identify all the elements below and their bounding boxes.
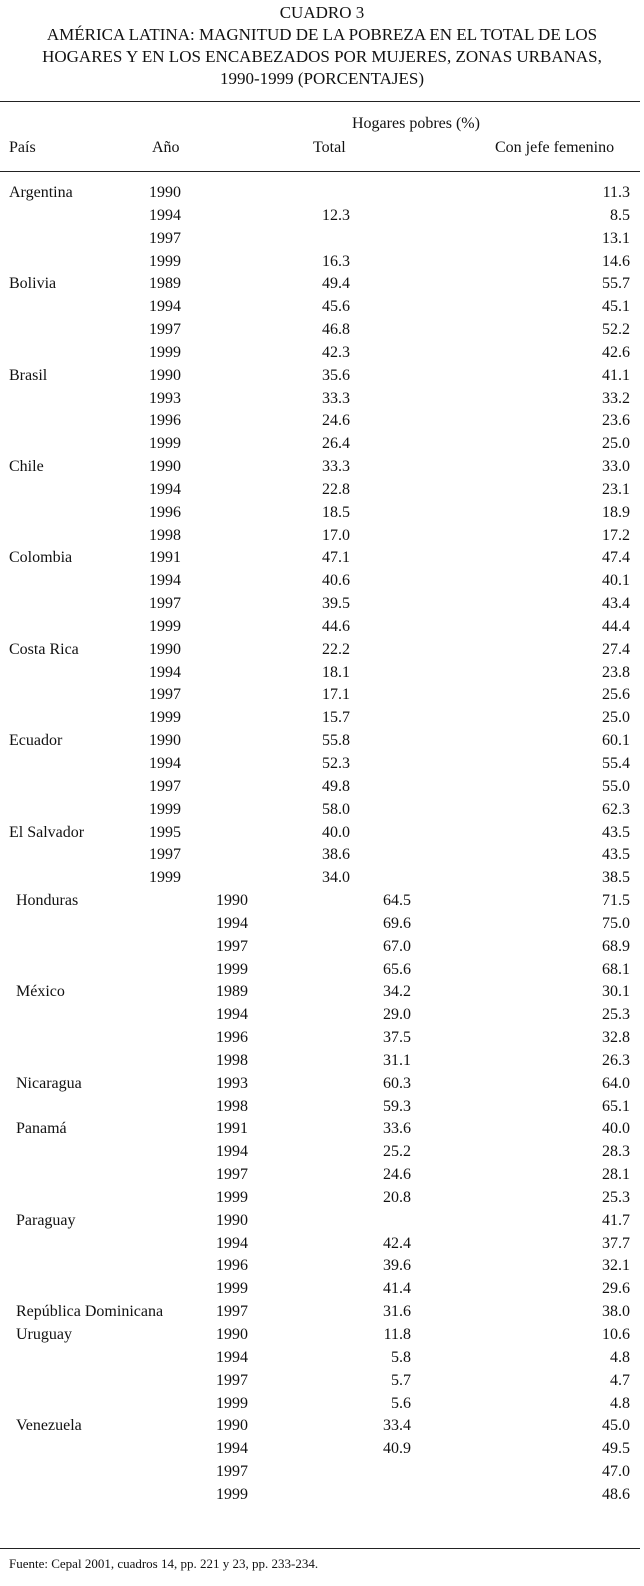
female-head-cell: 75.0 bbox=[602, 914, 630, 932]
year-cell: 1999 bbox=[216, 1280, 248, 1298]
female-head-cell: 30.1 bbox=[602, 983, 630, 1001]
table-row bbox=[0, 843, 644, 866]
total-cell: 40.6 bbox=[322, 572, 350, 590]
year-cell: 1997 bbox=[216, 1303, 248, 1321]
total-cell: 67.0 bbox=[383, 937, 411, 955]
table-row bbox=[0, 866, 644, 889]
year-cell: 1997 bbox=[149, 846, 181, 864]
female-head-cell: 52.2 bbox=[602, 321, 630, 339]
country-cell: Ecuador bbox=[9, 732, 63, 750]
table-row bbox=[0, 958, 644, 981]
table-row bbox=[0, 775, 644, 798]
table-row bbox=[0, 729, 644, 752]
year-cell: 1999 bbox=[149, 617, 181, 635]
year-cell: 1991 bbox=[216, 1120, 248, 1138]
female-head-cell: 45.0 bbox=[602, 1417, 630, 1435]
total-cell: 26.4 bbox=[322, 435, 350, 453]
year-cell: 1999 bbox=[149, 252, 181, 270]
female-head-cell: 55.4 bbox=[602, 755, 630, 772]
year-cell: 1994 bbox=[149, 572, 181, 590]
total-cell: 37.5 bbox=[383, 1029, 411, 1047]
table-row bbox=[0, 1095, 644, 1118]
table-row bbox=[0, 1232, 644, 1255]
header-year: Año bbox=[152, 139, 180, 156]
total-cell: 33.3 bbox=[322, 458, 350, 476]
female-head-cell: 44.4 bbox=[602, 617, 630, 635]
total-cell: 49.8 bbox=[322, 777, 350, 795]
total-cell: 40.9 bbox=[383, 1440, 411, 1458]
total-cell: 64.5 bbox=[383, 892, 411, 910]
female-head-cell: 23.1 bbox=[602, 480, 630, 498]
total-cell: 45.6 bbox=[322, 298, 350, 316]
table-row bbox=[0, 341, 644, 364]
header-female-head: Con jefe femenino bbox=[495, 139, 615, 156]
year-cell: 1994 bbox=[149, 298, 181, 316]
table-row bbox=[0, 524, 644, 547]
table-row bbox=[0, 683, 644, 706]
total-cell: 34.2 bbox=[383, 983, 411, 1001]
female-head-cell: 37.7 bbox=[602, 1234, 630, 1252]
year-cell: 1994 bbox=[149, 206, 181, 224]
female-head-cell: 25.0 bbox=[602, 709, 630, 727]
table-row bbox=[0, 455, 644, 478]
female-head-cell: 60.1 bbox=[602, 732, 630, 750]
total-cell: 59.3 bbox=[383, 1097, 411, 1115]
year-cell: 1997 bbox=[149, 686, 181, 704]
year-cell: 1989 bbox=[216, 983, 248, 1001]
bottom-rule bbox=[0, 1548, 640, 1549]
female-head-cell: 41.1 bbox=[602, 366, 630, 384]
table-row bbox=[0, 821, 644, 844]
table-row bbox=[0, 615, 644, 638]
female-head-cell: 47.4 bbox=[602, 549, 630, 567]
year-cell: 1999 bbox=[216, 1394, 248, 1412]
female-head-cell: 25.3 bbox=[602, 1188, 630, 1206]
female-head-cell: 26.3 bbox=[602, 1051, 630, 1069]
total-cell: 12.3 bbox=[322, 206, 350, 224]
year-cell: 1989 bbox=[149, 275, 181, 293]
top-rule bbox=[0, 101, 640, 102]
year-cell: 1999 bbox=[216, 1188, 248, 1206]
year-cell: 1994 bbox=[216, 1234, 248, 1252]
female-head-cell: 41.7 bbox=[602, 1211, 630, 1229]
total-cell: 33.6 bbox=[383, 1120, 411, 1138]
female-head-cell: 40.0 bbox=[602, 1120, 630, 1138]
female-head-cell: 14.6 bbox=[602, 252, 630, 270]
table-row bbox=[0, 478, 644, 501]
total-cell: 69.6 bbox=[383, 914, 411, 932]
year-cell: 1990 bbox=[149, 366, 181, 384]
total-cell: 24.6 bbox=[322, 412, 350, 430]
table-row bbox=[0, 227, 644, 250]
total-cell: 5.8 bbox=[391, 1348, 411, 1366]
header-rule bbox=[0, 171, 640, 172]
female-head-cell: 68.9 bbox=[602, 937, 630, 955]
total-cell: 31.1 bbox=[383, 1051, 411, 1069]
country-cell: El Salvador bbox=[9, 823, 85, 841]
female-head-cell: 45.1 bbox=[602, 298, 630, 316]
table-row bbox=[0, 1117, 644, 1140]
year-cell: 1994 bbox=[149, 480, 181, 498]
table-row bbox=[0, 1277, 644, 1300]
female-head-cell: 33.0 bbox=[602, 458, 630, 476]
year-cell: 1999 bbox=[149, 343, 181, 361]
header-total: Total bbox=[313, 139, 346, 156]
table-row bbox=[0, 592, 644, 615]
year-cell: 1990 bbox=[149, 640, 181, 658]
title-line-2: HOGARES Y EN LOS ENCABEZADOS POR MUJERES, ZONAS URBANAS, bbox=[42, 47, 602, 66]
female-head-cell: 28.3 bbox=[602, 1143, 630, 1161]
header-group-label: Hogares pobres (%) bbox=[352, 115, 480, 132]
country-cell: República Dominicana bbox=[16, 1303, 164, 1321]
table-row bbox=[0, 432, 644, 455]
female-head-cell: 25.0 bbox=[602, 435, 630, 453]
female-head-cell: 47.0 bbox=[602, 1463, 630, 1481]
total-cell: 35.6 bbox=[322, 366, 350, 384]
table-row bbox=[0, 1140, 644, 1163]
table-row bbox=[0, 1392, 644, 1415]
year-cell: 1994 bbox=[216, 1143, 248, 1161]
year-cell: 1999 bbox=[149, 800, 181, 818]
year-cell: 1998 bbox=[216, 1051, 248, 1069]
table-number: CUADRO 3 bbox=[279, 3, 365, 22]
total-cell: 38.6 bbox=[322, 846, 350, 864]
table-row bbox=[0, 1346, 644, 1369]
female-head-cell: 29.6 bbox=[602, 1280, 630, 1298]
table-row bbox=[0, 752, 644, 775]
year-cell: 1997 bbox=[216, 1166, 248, 1184]
table-row bbox=[0, 1003, 644, 1026]
total-cell: 15.7 bbox=[322, 709, 350, 727]
total-cell: 24.6 bbox=[383, 1166, 411, 1184]
total-cell: 33.3 bbox=[322, 389, 350, 407]
total-cell: 5.7 bbox=[391, 1371, 411, 1389]
year-cell: 1990 bbox=[216, 1211, 248, 1229]
female-head-cell: 10.6 bbox=[602, 1326, 630, 1343]
year-cell: 1990 bbox=[216, 892, 248, 910]
country-cell: Paraguay bbox=[16, 1211, 76, 1229]
year-cell: 1998 bbox=[149, 526, 181, 544]
table-row bbox=[0, 272, 644, 295]
table-row bbox=[0, 935, 644, 958]
female-head-cell: 42.6 bbox=[602, 343, 630, 361]
female-head-cell: 38.5 bbox=[602, 869, 630, 887]
total-cell: 11.8 bbox=[383, 1326, 411, 1343]
table-row bbox=[0, 501, 644, 524]
year-cell: 1994 bbox=[149, 663, 181, 681]
total-cell: 55.8 bbox=[322, 732, 350, 750]
table-row bbox=[0, 318, 644, 341]
country-cell: Argentina bbox=[9, 184, 73, 201]
female-head-cell: 62.3 bbox=[602, 800, 630, 818]
female-head-cell: 32.8 bbox=[602, 1029, 630, 1047]
table-row bbox=[0, 1323, 644, 1346]
table-row bbox=[0, 409, 644, 432]
total-cell: 18.5 bbox=[322, 503, 350, 521]
table-row bbox=[0, 250, 644, 273]
table-row bbox=[0, 798, 644, 821]
female-head-cell: 25.3 bbox=[602, 1006, 630, 1024]
female-head-cell: 49.5 bbox=[602, 1440, 630, 1458]
female-head-cell: 43.4 bbox=[602, 595, 630, 613]
female-head-cell: 65.1 bbox=[602, 1097, 630, 1115]
country-cell: Brasil bbox=[9, 366, 48, 384]
total-cell: 39.5 bbox=[322, 595, 350, 613]
table-row bbox=[0, 387, 644, 410]
country-cell: Chile bbox=[9, 458, 44, 476]
year-cell: 1995 bbox=[149, 823, 181, 841]
table-row bbox=[0, 1460, 644, 1483]
table-row bbox=[0, 1437, 644, 1460]
year-cell: 1994 bbox=[216, 1348, 248, 1366]
year-cell: 1993 bbox=[149, 389, 181, 407]
female-head-cell: 43.5 bbox=[602, 846, 630, 864]
female-head-cell: 23.8 bbox=[602, 663, 630, 681]
year-cell: 1996 bbox=[149, 503, 181, 521]
country-cell: Honduras bbox=[16, 892, 79, 910]
female-head-cell: 25.6 bbox=[602, 686, 630, 704]
total-cell: 39.6 bbox=[383, 1257, 411, 1275]
table-row bbox=[0, 181, 644, 204]
year-cell: 1997 bbox=[216, 1371, 248, 1389]
country-cell: Colombia bbox=[9, 549, 73, 567]
female-head-cell: 64.0 bbox=[602, 1074, 630, 1092]
year-cell: 1994 bbox=[216, 914, 248, 932]
year-cell: 1990 bbox=[149, 184, 181, 201]
table-row bbox=[0, 1072, 644, 1095]
total-cell: 52.3 bbox=[322, 755, 350, 772]
table-title bbox=[0, 2, 644, 90]
female-head-cell: 55.7 bbox=[602, 275, 630, 293]
header-country: País bbox=[9, 139, 36, 156]
table-row bbox=[0, 1049, 644, 1072]
total-cell: 65.6 bbox=[383, 960, 411, 978]
table-row bbox=[0, 1369, 644, 1392]
country-cell: Panamá bbox=[16, 1120, 67, 1138]
female-head-cell: 38.0 bbox=[602, 1303, 630, 1321]
total-cell: 31.6 bbox=[383, 1303, 411, 1321]
year-cell: 1994 bbox=[216, 1440, 248, 1458]
table-row bbox=[0, 1300, 644, 1323]
country-cell: Venezuela bbox=[16, 1417, 82, 1435]
female-head-cell: 4.8 bbox=[610, 1394, 630, 1412]
table-row bbox=[0, 295, 644, 318]
total-cell: 20.8 bbox=[383, 1188, 411, 1206]
year-cell: 1996 bbox=[149, 412, 181, 430]
year-cell: 1990 bbox=[216, 1326, 248, 1343]
country-cell: Uruguay bbox=[16, 1326, 72, 1343]
year-cell: 1994 bbox=[149, 755, 181, 772]
total-cell: 60.3 bbox=[383, 1074, 411, 1092]
title-line-1: AMÉRICA LATINA: MAGNITUD DE LA POBREZA EN EL TOTAL DE LOS bbox=[46, 25, 598, 44]
female-head-cell: 17.2 bbox=[602, 526, 630, 544]
total-cell: 5.6 bbox=[391, 1394, 411, 1412]
source-note: Fuente: Cepal 2001, cuadros 14, pp. 221 y 23, pp. 233-234. bbox=[9, 1556, 319, 1571]
female-head-cell: 55.0 bbox=[602, 777, 630, 795]
total-cell: 18.1 bbox=[322, 663, 350, 681]
female-head-cell: 23.6 bbox=[602, 412, 630, 430]
female-head-cell: 28.1 bbox=[602, 1166, 630, 1184]
year-cell: 1997 bbox=[149, 777, 181, 795]
table-row bbox=[0, 1414, 644, 1437]
total-cell: 49.4 bbox=[322, 275, 350, 293]
female-head-cell: 18.9 bbox=[602, 503, 630, 521]
table-row bbox=[0, 204, 644, 227]
year-cell: 1994 bbox=[216, 1006, 248, 1024]
total-cell: 25.2 bbox=[383, 1143, 411, 1161]
table-row bbox=[0, 661, 644, 684]
table-row bbox=[0, 546, 644, 569]
table-row bbox=[0, 1163, 644, 1186]
year-cell: 1997 bbox=[216, 1463, 248, 1481]
total-cell: 34.0 bbox=[322, 869, 350, 887]
female-head-cell: 11.3 bbox=[602, 184, 630, 201]
table-row bbox=[0, 706, 644, 729]
total-cell: 46.8 bbox=[322, 321, 350, 339]
country-cell: Nicaragua bbox=[16, 1074, 82, 1092]
country-cell: México bbox=[16, 983, 65, 1001]
total-cell: 22.8 bbox=[322, 480, 350, 498]
total-cell: 41.4 bbox=[383, 1280, 411, 1298]
year-cell: 1999 bbox=[216, 1485, 248, 1503]
total-cell: 42.3 bbox=[322, 343, 350, 361]
total-cell: 40.0 bbox=[322, 823, 350, 841]
year-cell: 1998 bbox=[216, 1097, 248, 1115]
year-cell: 1999 bbox=[216, 960, 248, 978]
year-cell: 1991 bbox=[149, 549, 181, 567]
table-row bbox=[0, 364, 644, 387]
female-head-cell: 33.2 bbox=[602, 389, 630, 407]
table-row bbox=[0, 569, 644, 592]
country-cell: Costa Rica bbox=[9, 640, 79, 658]
year-cell: 1990 bbox=[216, 1417, 248, 1435]
female-head-cell: 48.6 bbox=[602, 1485, 630, 1503]
table-row bbox=[0, 638, 644, 661]
female-head-cell: 13.1 bbox=[602, 229, 630, 247]
total-cell: 33.4 bbox=[383, 1417, 411, 1435]
total-cell: 29.0 bbox=[383, 1006, 411, 1024]
table-row bbox=[0, 1254, 644, 1277]
table-row bbox=[0, 1026, 644, 1049]
title-line-3: 1990-1999 (PORCENTAJES) bbox=[219, 69, 425, 88]
table-row bbox=[0, 1483, 644, 1506]
year-cell: 1990 bbox=[149, 458, 181, 476]
total-cell: 17.1 bbox=[322, 686, 350, 704]
table-row bbox=[0, 1209, 644, 1232]
year-cell: 1996 bbox=[216, 1029, 248, 1047]
year-cell: 1997 bbox=[216, 937, 248, 955]
year-cell: 1997 bbox=[149, 321, 181, 339]
year-cell: 1997 bbox=[149, 595, 181, 613]
table-row bbox=[0, 889, 644, 912]
total-cell: 47.1 bbox=[322, 549, 350, 567]
country-cell: Bolivia bbox=[9, 275, 57, 293]
female-head-cell: 4.8 bbox=[610, 1348, 630, 1366]
table-row bbox=[0, 1186, 644, 1209]
year-cell: 1999 bbox=[149, 869, 181, 887]
table-row bbox=[0, 980, 644, 1003]
total-cell: 44.6 bbox=[322, 617, 350, 635]
total-cell: 16.3 bbox=[322, 252, 350, 270]
table-row bbox=[0, 912, 644, 935]
female-head-cell: 71.5 bbox=[602, 892, 630, 910]
female-head-cell: 32.1 bbox=[602, 1257, 630, 1275]
female-head-cell: 40.1 bbox=[602, 572, 630, 590]
year-cell: 1990 bbox=[149, 732, 181, 750]
total-cell: 17.0 bbox=[322, 526, 350, 544]
female-head-cell: 43.5 bbox=[602, 823, 630, 841]
year-cell: 1997 bbox=[149, 229, 181, 247]
total-cell: 58.0 bbox=[322, 800, 350, 818]
total-cell: 22.2 bbox=[322, 640, 350, 658]
year-cell: 1999 bbox=[149, 435, 181, 453]
total-cell: 42.4 bbox=[383, 1234, 411, 1252]
female-head-cell: 68.1 bbox=[602, 960, 630, 978]
year-cell: 1996 bbox=[216, 1257, 248, 1275]
female-head-cell: 4.7 bbox=[610, 1371, 630, 1389]
year-cell: 1993 bbox=[216, 1074, 248, 1092]
female-head-cell: 8.5 bbox=[610, 206, 630, 224]
year-cell: 1999 bbox=[149, 709, 181, 727]
female-head-cell: 27.4 bbox=[602, 640, 630, 658]
